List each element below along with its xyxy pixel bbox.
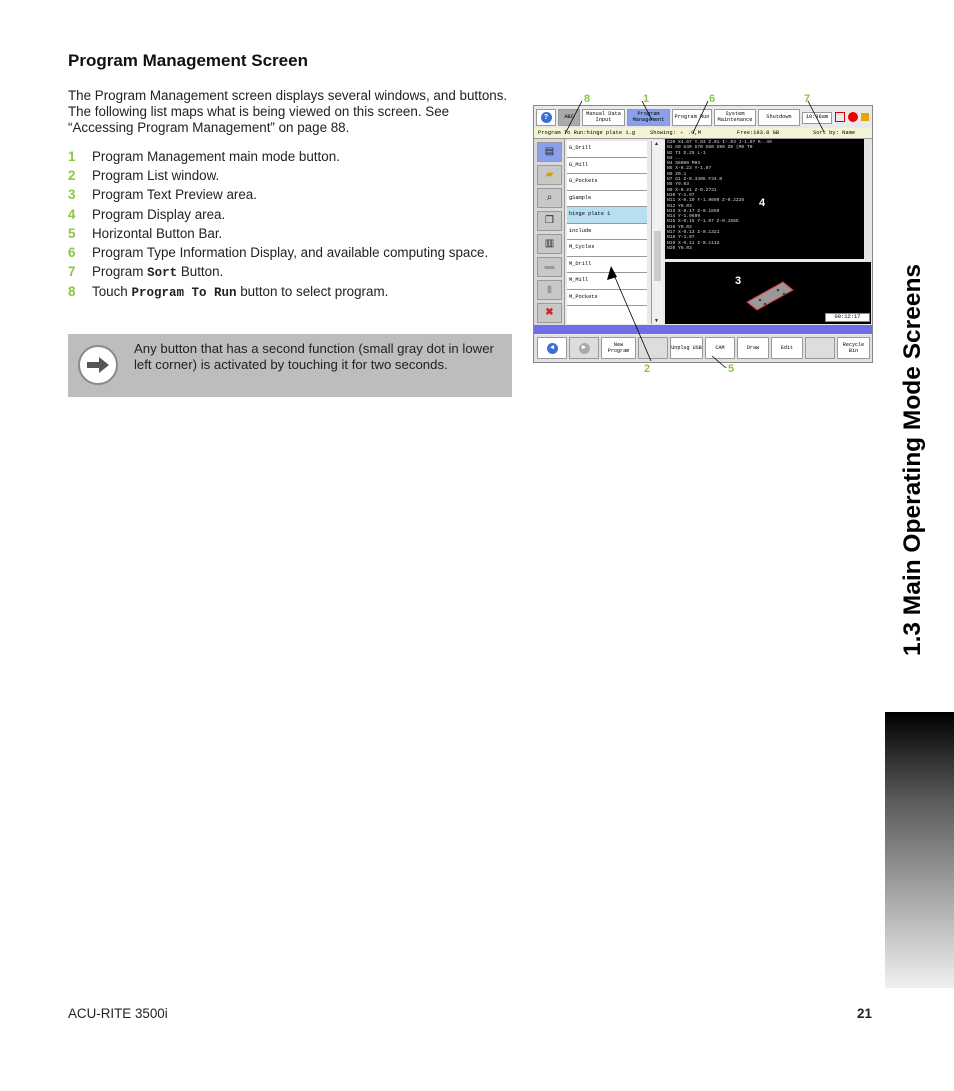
code-line: N9 X-0.21 Z-0.2731: [667, 187, 717, 193]
draw-button[interactable]: Draw: [737, 337, 769, 359]
list-text: [92, 284, 388, 301]
shutdown-button[interactable]: Shutdown: [758, 109, 800, 126]
recycle-bin-button[interactable]: Recycle Bin: [837, 337, 870, 359]
star-icon: ★: [680, 130, 684, 136]
delete-icon[interactable]: ✖: [537, 303, 562, 323]
showing-label: Showing:: [650, 130, 676, 136]
forward-button[interactable]: [569, 337, 599, 359]
info-strip: [534, 128, 872, 139]
sort-button[interactable]: Sort by: Name: [813, 130, 856, 136]
folder-icon[interactable]: ▰: [537, 165, 562, 185]
horizontal-button-bar: [534, 335, 872, 362]
list-item: [68, 284, 514, 301]
callout-3: 3: [735, 275, 742, 287]
program-text-preview: [665, 139, 871, 259]
unplug-usb-button[interactable]: Unplug USB: [670, 337, 703, 359]
paste-icon[interactable]: ▬: [537, 257, 562, 277]
scroll-up-icon[interactable]: ▲: [654, 141, 659, 147]
list-number: 8: [68, 284, 76, 300]
code-line: N1 G0 G40 G70 G80 G90 Z0 (M6 T0: [667, 145, 753, 151]
note-box: [68, 334, 512, 397]
code-line: N12 Y0.03: [667, 203, 692, 209]
program-display-area: [665, 262, 871, 324]
lock-icon: [861, 113, 869, 121]
document-icon[interactable]: ▥: [537, 234, 562, 254]
list-item-selected[interactable]: hinge plate 1: [567, 207, 647, 224]
code-line: N8 Y0.03: [667, 182, 690, 188]
list-number: 7: [68, 264, 76, 280]
program-list-icon[interactable]: ▤: [537, 142, 562, 162]
empty-button[interactable]: [638, 337, 668, 359]
code-scrollbar[interactable]: [864, 139, 871, 259]
code-line: N20 Y0.03: [667, 245, 692, 251]
program-list: [567, 141, 647, 324]
code-line: G20 X4.67 Y.83 Z.01 I-.03 J-1.97 K-.49: [667, 140, 772, 145]
code-line: N10 Y-1.97: [667, 192, 695, 198]
list-number: 6: [68, 244, 76, 260]
clock: 10:38am: [802, 112, 832, 124]
copy-icon[interactable]: ❐: [537, 211, 562, 231]
code-line: N7 G1 Z-0.3405 F34.0: [667, 177, 723, 183]
code-line: N2 T1 D.25 L-1: [667, 150, 706, 156]
back-arrow-icon: ◀: [547, 343, 558, 354]
manual-data-input-button[interactable]: Manual Data Input: [582, 109, 625, 126]
code-line: N5 X-0.23 Y-1.97: [667, 166, 712, 172]
code-line: N15 X-0.15 Y-1.97 Z-0.1565: [667, 219, 739, 225]
list-item: [68, 245, 514, 261]
list-number: 3: [68, 187, 76, 203]
list-item[interactable]: M_Mill: [567, 273, 647, 290]
code-line: N18 Y-1.97: [667, 235, 695, 241]
intro-paragraph: The Program Management screen displays several windows, and buttons. The following list maps what is being viewed on this screen. See “Accessing Program Management” on page 88.: [68, 88, 508, 135]
list-item: [68, 187, 514, 203]
list-item: [68, 168, 514, 184]
help-icon: ?: [541, 112, 552, 123]
callout-4: 4: [759, 197, 766, 209]
footer-product: ACU-RITE 3500i: [68, 1006, 168, 1021]
ui-screenshot: [533, 105, 873, 363]
program-management-button[interactable]: Program Management: [627, 109, 670, 126]
code-line: N6 Z0.1: [667, 171, 687, 177]
list-item[interactable]: gSample: [567, 191, 647, 208]
legend-list: [68, 149, 514, 305]
code-term: Sort: [147, 266, 178, 281]
page-number: 21: [857, 1006, 872, 1021]
code-line: N4 S6000 M03: [667, 161, 701, 167]
empty-button[interactable]: [805, 337, 835, 359]
note-text: Any button that has a second function (small gray dot in lower left corner) is activated by touching it for two seconds.: [134, 341, 494, 372]
callout-6: 6: [709, 93, 716, 105]
code-line: N14 Y-1.9699: [667, 214, 701, 220]
list-item[interactable]: M_Drill: [567, 257, 647, 274]
list-item[interactable]: M_Pockets: [567, 290, 647, 307]
list-text: Horizontal Button Bar.: [92, 225, 223, 241]
list-item: [68, 149, 514, 165]
divider-bar: [534, 325, 872, 334]
new-program-button[interactable]: New Program: [601, 337, 636, 359]
callout-8: 8: [584, 93, 591, 105]
forward-arrow-icon: ▶: [579, 343, 590, 354]
abc-button[interactable]: ABC: [558, 109, 580, 126]
code-line: N17 X-0.13 Z-0.1321: [667, 230, 720, 236]
code-line: N11 X-0.19 Y-1.9699 Z-0.2226: [667, 198, 745, 204]
code-line: N19 X-0.11 Z-0.1112: [667, 240, 720, 246]
list-text: Program Text Preview area.: [92, 187, 257, 203]
list-item: [68, 226, 514, 242]
code-line: N16 Y0.03: [667, 224, 692, 230]
code-line: N13 X-0.17 Z-0.1859: [667, 208, 720, 214]
left-toolbar: [534, 139, 565, 325]
code-line: N3 ...: [667, 155, 684, 161]
list-item[interactable]: G_Mill: [567, 158, 647, 175]
alarm-icon: [835, 112, 845, 122]
callout-5: 5: [728, 363, 735, 375]
text-fragment: Program: [92, 264, 148, 280]
list-number: 5: [68, 225, 76, 241]
cam-button[interactable]: CAM: [705, 337, 735, 359]
code-term: Program To Run: [131, 286, 237, 301]
list-item: [68, 207, 514, 223]
list-number: 2: [68, 168, 76, 184]
scroll-down-icon[interactable]: ▼: [654, 318, 659, 324]
back-button[interactable]: [537, 337, 567, 359]
list-scrollbar[interactable]: [651, 141, 663, 324]
stop-icon: [848, 112, 858, 122]
chapter-side-title: 1.3 Main Operating Mode Screens: [899, 263, 926, 657]
callout-2: 2: [644, 363, 651, 375]
elapsed-time: 00:12:17: [825, 313, 870, 322]
filter-value: .G,M: [688, 130, 701, 136]
list-number: 4: [68, 206, 76, 222]
list-item: [68, 264, 514, 281]
callout-1: 1: [643, 93, 650, 105]
text-fragment: Button.: [177, 264, 224, 280]
callout-7: 7: [804, 93, 811, 105]
edit-button[interactable]: Edit: [771, 337, 803, 359]
program-run-button[interactable]: Program Run: [672, 109, 712, 126]
preview-icon[interactable]: ⌕: [537, 188, 562, 208]
list-text: [92, 264, 223, 281]
help-button[interactable]: [536, 109, 556, 126]
list-text: Program Display area.: [92, 206, 226, 222]
list-item[interactable]: M_Cycles: [567, 240, 647, 257]
file-icon[interactable]: ▮: [537, 280, 562, 300]
list-item[interactable]: G_Pockets: [567, 174, 647, 191]
list-text: Program Management main mode button.: [92, 149, 340, 164]
list-item[interactable]: G_Drill: [567, 141, 647, 158]
list-item[interactable]: include: [567, 224, 647, 241]
scroll-thumb[interactable]: [654, 231, 661, 281]
text-fragment: Touch: [92, 284, 132, 300]
arrow-right-icon: [78, 345, 118, 385]
program-to-run-button[interactable]: Program To Run:hinge plate 1.g: [538, 130, 636, 136]
text-fragment: button to select program.: [236, 284, 389, 300]
section-heading: Program Management Screen: [68, 51, 308, 70]
free-space: Free:193.8 GB: [737, 130, 780, 136]
list-text: Program Type Information Display, and available computing space.: [92, 244, 489, 260]
system-maintenance-button[interactable]: System Maintenance: [714, 109, 756, 126]
list-text: Program List window.: [92, 168, 220, 184]
list-number: 1: [68, 149, 76, 164]
